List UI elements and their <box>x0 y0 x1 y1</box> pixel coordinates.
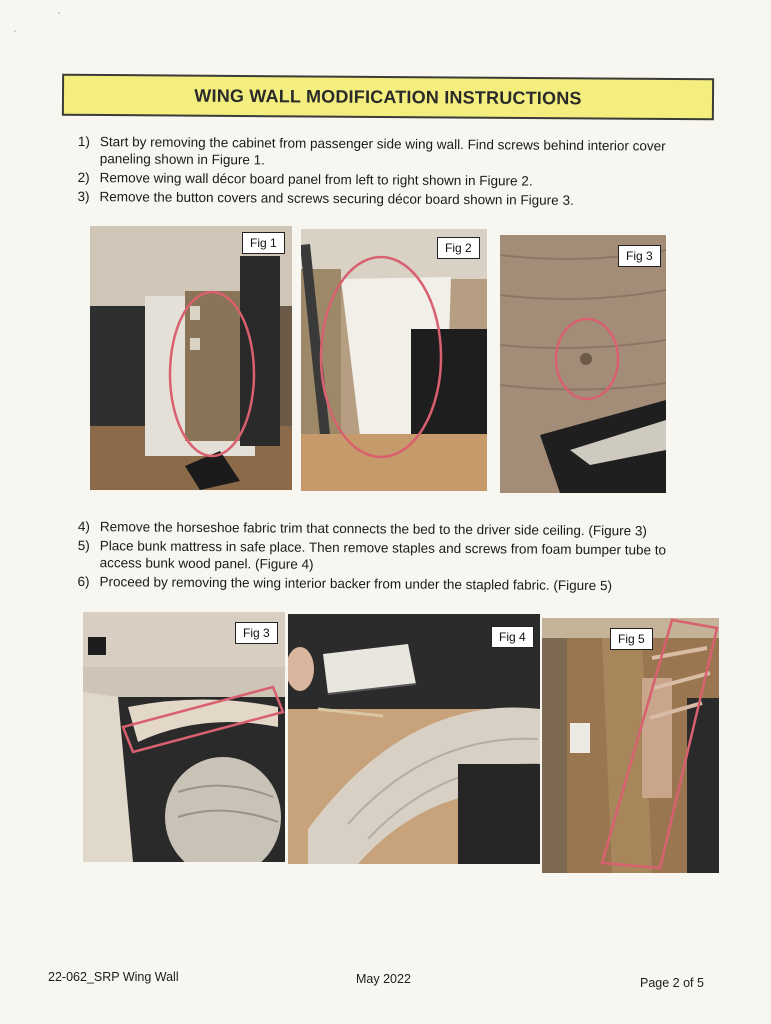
instruction-list-part1 <box>77 133 708 212</box>
figure-3-photo <box>500 235 666 493</box>
step-number: 4) <box>77 518 91 535</box>
figure-5-photo <box>542 618 719 873</box>
instruction-list-part2 <box>77 518 708 597</box>
scan-speck <box>58 12 60 14</box>
foam-bumper-photo-illustration <box>288 614 540 864</box>
step-text: Remove the button covers and screws securing décor board shown in Figure 3. <box>99 189 574 208</box>
figure-3b-photo <box>83 612 285 862</box>
instruction-step <box>78 518 708 540</box>
figure-2-photo <box>301 229 487 491</box>
footer-page-number: Page 2 of 5 <box>640 976 704 990</box>
interior-backer-photo-illustration <box>542 618 719 873</box>
figure-1-photo <box>90 226 292 490</box>
decor-board-photo-illustration <box>301 229 487 491</box>
step-number: 2) <box>77 169 90 186</box>
instruction-step <box>78 169 708 191</box>
horseshoe-trim-photo-illustration <box>83 612 285 862</box>
step-text: Remove wing wall décor board panel from left to right shown in Figure 2. <box>99 170 533 189</box>
figure-4-photo <box>288 614 540 864</box>
figure-label: Fig 1 <box>242 232 285 254</box>
step-number: 3) <box>77 188 90 205</box>
button-cover-photo-illustration <box>500 235 666 493</box>
figure-label: Fig 3 <box>235 622 278 644</box>
figure-label: Fig 2 <box>437 237 480 259</box>
instruction-step <box>78 537 708 576</box>
cabinet-photo-illustration <box>90 226 292 490</box>
step-number: 6) <box>77 573 90 590</box>
figure-label: Fig 4 <box>491 626 534 648</box>
figure-label: Fig 3 <box>618 245 661 267</box>
step-text: Place bunk mattress in safe place. Then remove staples and screws from foam bumper tube to access bunk wood panel. (Figure 4) <box>99 538 667 572</box>
instruction-step <box>78 133 708 172</box>
document-title: WING WALL MODIFICATION INSTRUCTIONS <box>194 85 582 108</box>
instruction-step <box>77 573 707 595</box>
step-text: Start by removing the cabinet from passenger side wing wall. Find screws behind interior cover paneling shown in Figure 1. <box>99 134 666 168</box>
footer-doc-id: 22-062_SRP Wing Wall <box>48 970 179 984</box>
footer-date: May 2022 <box>356 972 411 986</box>
step-number: 5) <box>77 537 90 554</box>
step-text: Proceed by removing the wing interior backer from under the stapled fabric. (Figure 5) <box>99 574 613 594</box>
instruction-step <box>77 188 707 210</box>
title-banner <box>62 74 714 121</box>
step-text: Remove the horseshoe fabric trim that connects the bed to the driver side ceiling. (Figure 3) <box>99 519 648 539</box>
figure-label: Fig 5 <box>610 628 653 650</box>
step-number: 1) <box>77 133 91 150</box>
scan-speck <box>14 30 16 32</box>
